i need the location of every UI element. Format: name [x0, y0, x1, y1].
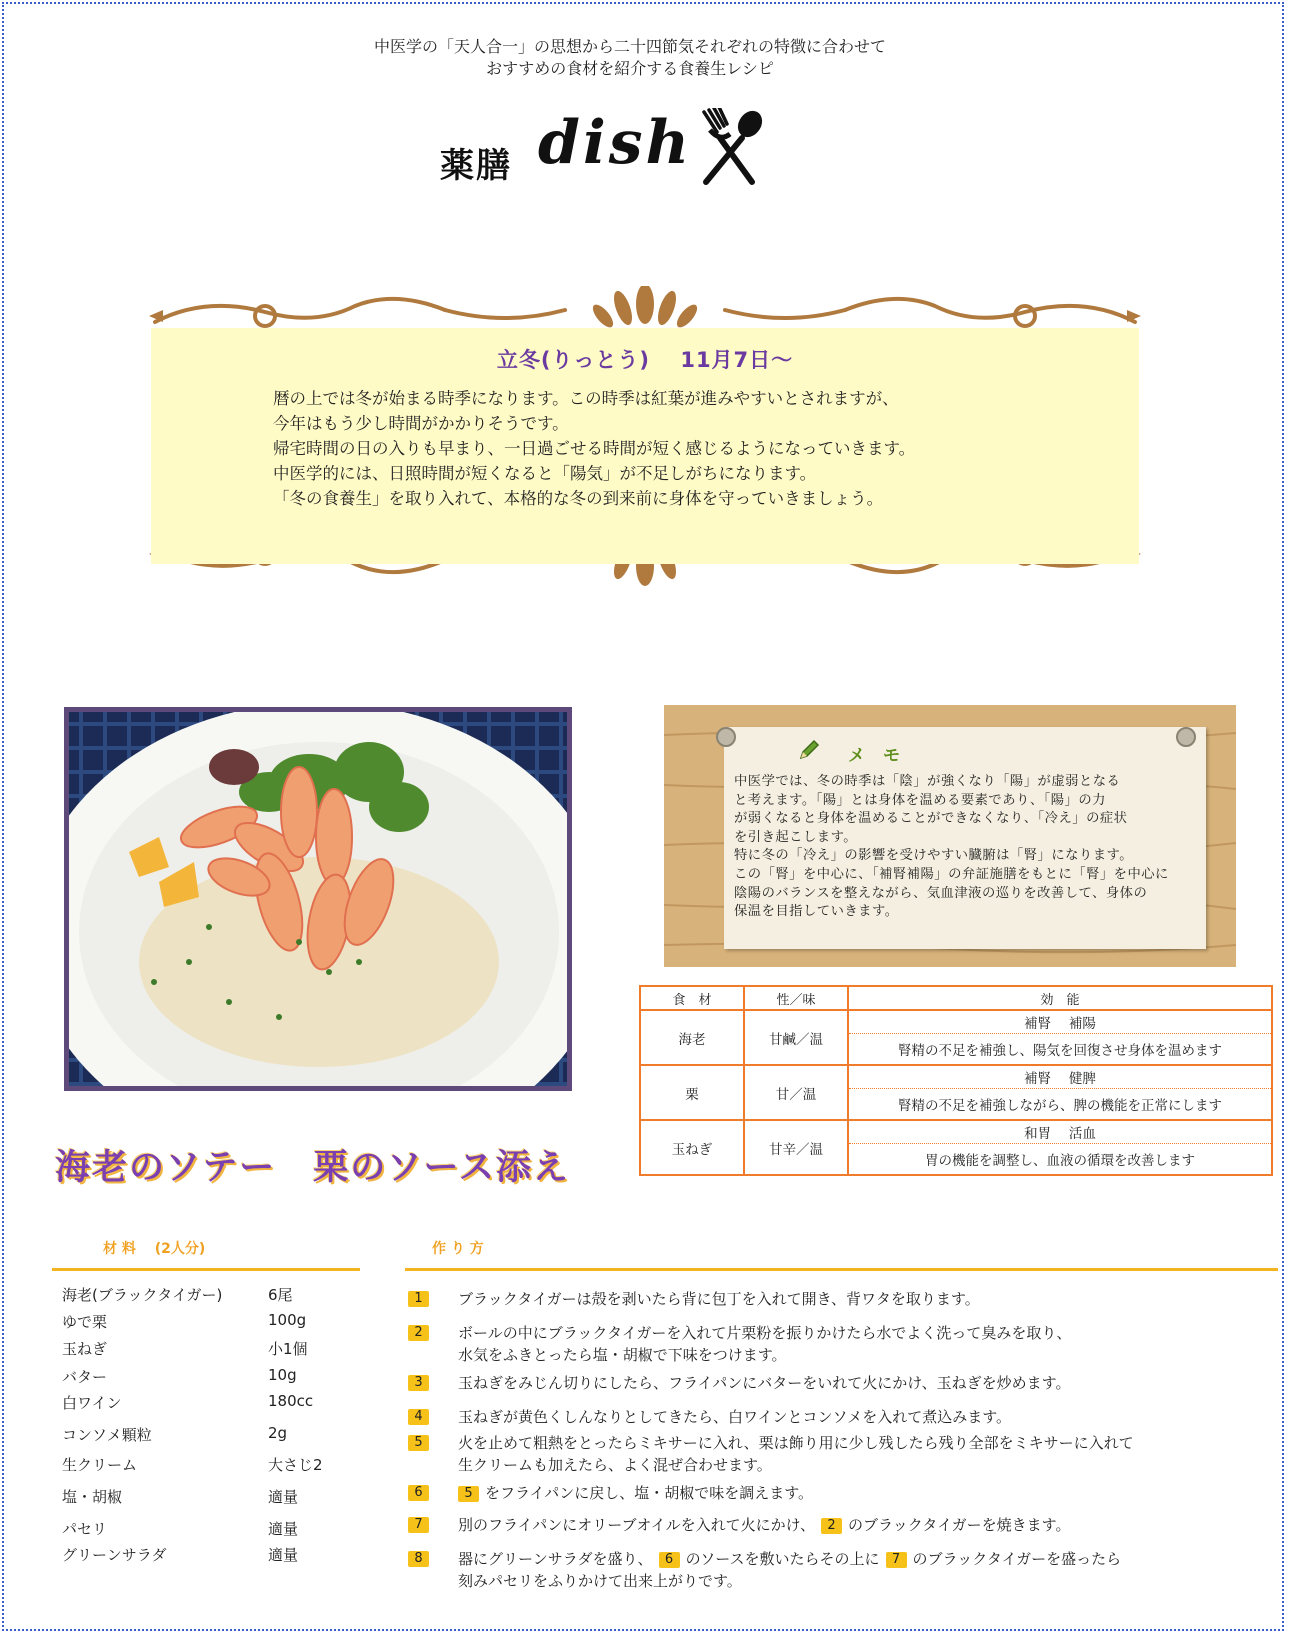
ingredient-qty: 6尾 [268, 1286, 293, 1304]
step-line: のブラックタイガーを焼きます。 [848, 1516, 1071, 1534]
step-text [458, 1322, 1218, 1366]
step-text: 玉ねぎが黄色くしんなりとしてきたら、白ワインとコンソメを入れて煮込みます。 [458, 1408, 1012, 1426]
ingredient-qty: 適量 [268, 1546, 299, 1564]
step-text: ブラックタイガーは殻を剥いたら背に包丁を入れて開き、背ワタを取ります。 [458, 1290, 980, 1308]
pushpin-icon [1172, 723, 1202, 753]
step-ref: 7 [886, 1552, 907, 1568]
memo-line: 特に冬の「冷え」の影響を受けやすい臓腑は「腎」になります。 [734, 848, 1134, 864]
steps-divider [405, 1268, 1278, 1271]
fork-spoon-icon [690, 108, 770, 188]
table-row [640, 1010, 1272, 1034]
step-line: 火を止めて粗熱をとったらミキサーに入れ、栗は飾り用に少し残したら残り全部をミキサーに入れて [458, 1434, 1134, 1452]
ingredient-name: コンソメ顆粒 [62, 1426, 152, 1444]
ingredient-name: 海老(ブラックタイガー) [62, 1286, 223, 1304]
step-number: 8 [408, 1551, 429, 1567]
table-header: 性／味 [744, 986, 848, 1010]
season-title: 立冬(りっとう) 11月7日～ [496, 348, 794, 372]
pencil-icon [798, 739, 820, 761]
memo-line: を引き起こします。 [734, 829, 858, 845]
step-ref: 2 [821, 1518, 842, 1534]
step-number: 3 [408, 1375, 429, 1391]
memo-board [664, 705, 1236, 967]
pushpin-icon [712, 723, 742, 753]
memo-line: 中医学では、冬の時季は「陰」が強くなり「陽」が虚弱となる [734, 774, 1121, 789]
food-effect-table [639, 985, 1273, 1176]
step-line: のブラックタイガーを盛ったら [912, 1550, 1122, 1568]
season-body [273, 386, 1033, 511]
intro-line: 中医学の「天人合一」の思想から二十四節気それぞれの特徴に合わせて [373, 37, 886, 56]
effect-cell: 補腎 補陽 [848, 1010, 1272, 1034]
recipe-title: 海老のソテー 栗のソース添え [55, 1148, 570, 1188]
ingredient-qty: 小1個 [268, 1340, 308, 1358]
step-line: をフライパンに戻し、塩・胡椒で味を調えます。 [485, 1484, 814, 1502]
ingredients-divider [52, 1268, 360, 1271]
step-ref: 5 [458, 1486, 479, 1502]
memo-line: この「腎」を中心に、「補腎補陽」の弁証施膳をもとに「腎」を中心に [734, 866, 1169, 882]
season-line: 帰宅時間の日の入りも早まり、一日過ごせる時間が短く感じるようになっていきます。 [273, 439, 916, 458]
memo-line: と考えます。「陽」とは身体を温める要素であり、「陽」の力 [734, 792, 1106, 808]
table-row [640, 1120, 1272, 1144]
food-cell: 栗 [640, 1065, 744, 1120]
memo-line: 保温を目指していきます。 [734, 904, 899, 920]
table-header-row [640, 986, 1272, 1010]
effect-cell: 和胃 活血 [848, 1120, 1272, 1144]
step-line: ボールの中にブラックタイガーを入れて片栗粉を振りかけたら水でよく洗って臭みを取り、 [458, 1324, 1072, 1342]
ingredient-name: パセリ [62, 1520, 108, 1538]
step-number: 6 [408, 1485, 429, 1501]
ingredient-qty: 10g [268, 1366, 297, 1384]
ingredient-name: 塩・胡椒 [62, 1488, 123, 1506]
step-number: 7 [408, 1517, 429, 1533]
nature-cell: 甘辛／温 [744, 1120, 848, 1175]
ingredient-name: グリーンサラダ [62, 1546, 167, 1564]
step-line: のソースを敷いたらその上に [685, 1550, 880, 1568]
ingredients-heading: 材 料 (2人分) [103, 1241, 206, 1257]
desc-cell: 胃の機能を調整し、血液の循環を改善します [848, 1144, 1272, 1176]
season-line: 暦の上では冬が始まる時季になります。この時季は紅葉が進みやすいとされますが、 [273, 389, 899, 408]
step-line: 水気をふきとったら塩・胡椒で下味をつけます。 [458, 1346, 787, 1364]
food-cell: 海老 [640, 1010, 744, 1065]
memo-title: メモ [848, 746, 918, 766]
ingredient-qty: 適量 [268, 1520, 299, 1538]
step-line: 別のフライパンにオリーブオイルを入れて火にかけ、 [458, 1516, 816, 1534]
step-text [458, 1548, 1218, 1592]
memo-line: 陰陽のバランスを整えながら、気血津液の巡りを改善して、身体の [734, 885, 1148, 901]
step-ref: 6 [659, 1552, 680, 1568]
step-text [458, 1432, 1218, 1476]
ingredient-qty: 2g [268, 1424, 288, 1442]
ingredient-qty: 大さじ2 [268, 1456, 323, 1474]
steps-heading: 作 り 方 [432, 1241, 484, 1257]
season-line: 中医学的には、日照時間が短くなると「陽気」が不足しがちになります。 [273, 464, 817, 483]
table-header: 効 能 [848, 986, 1272, 1010]
step-number: 1 [408, 1291, 429, 1307]
desc-cell: 腎精の不足を補強しながら、脾の機能を正常にします [848, 1089, 1272, 1121]
logo-en: dish [538, 108, 693, 178]
food-cell: 玉ねぎ [640, 1120, 744, 1175]
ingredient-name: 生クリーム [62, 1456, 138, 1474]
season-line: 「冬の食養生」を取り入れて、本格的な冬の到来前に身体を守っていきましょう。 [273, 489, 884, 508]
intro-line: おすすめの食材を紹介する食養生レシピ [486, 59, 774, 78]
ingredient-qty: 180cc [268, 1392, 314, 1410]
ingredient-name: 白ワイン [62, 1394, 122, 1412]
ingredient-name: ゆで栗 [62, 1313, 108, 1331]
intro-text [260, 36, 1000, 80]
step-text [458, 1482, 1218, 1504]
step-number: 2 [408, 1325, 429, 1341]
ingredient-qty: 100g [268, 1311, 307, 1329]
nature-cell: 甘鹹／温 [744, 1010, 848, 1065]
effect-cell: 補腎 健脾 [848, 1065, 1272, 1089]
memo-line: が弱くなると身体を温めることができなくなり、「冷え」の症状 [734, 811, 1128, 827]
step-text [458, 1514, 1218, 1536]
table-header: 食 材 [640, 986, 744, 1010]
step-line: 生クリームも加えたら、よく混ぜ合わせます。 [458, 1456, 772, 1474]
memo-text [734, 773, 1194, 922]
table-row [640, 1065, 1272, 1089]
step-text: 玉ねぎをみじん切りにしたら、フライパンにバターをいれて火にかけ、玉ねぎを炒めます。 [458, 1374, 1071, 1392]
step-number: 5 [408, 1435, 429, 1451]
step-number: 4 [408, 1409, 429, 1425]
ingredient-qty: 適量 [268, 1488, 299, 1506]
dish-photo [64, 707, 572, 1091]
desc-cell: 腎精の不足を補強し、陽気を回復させ身体を温めます [848, 1034, 1272, 1066]
step-line: 刻みパセリをふりかけて出来上がりです。 [458, 1572, 742, 1590]
ingredient-name: バター [62, 1368, 108, 1386]
season-banner [145, 286, 1145, 606]
step-line: 器にグリーンサラダを盛り、 [458, 1550, 653, 1568]
ingredient-name: 玉ねぎ [62, 1340, 108, 1358]
logo-jp: 薬膳 [440, 146, 512, 186]
nature-cell: 甘／温 [744, 1065, 848, 1120]
season-line: 今年はもう少し時間がかかりそうです。 [273, 414, 569, 433]
